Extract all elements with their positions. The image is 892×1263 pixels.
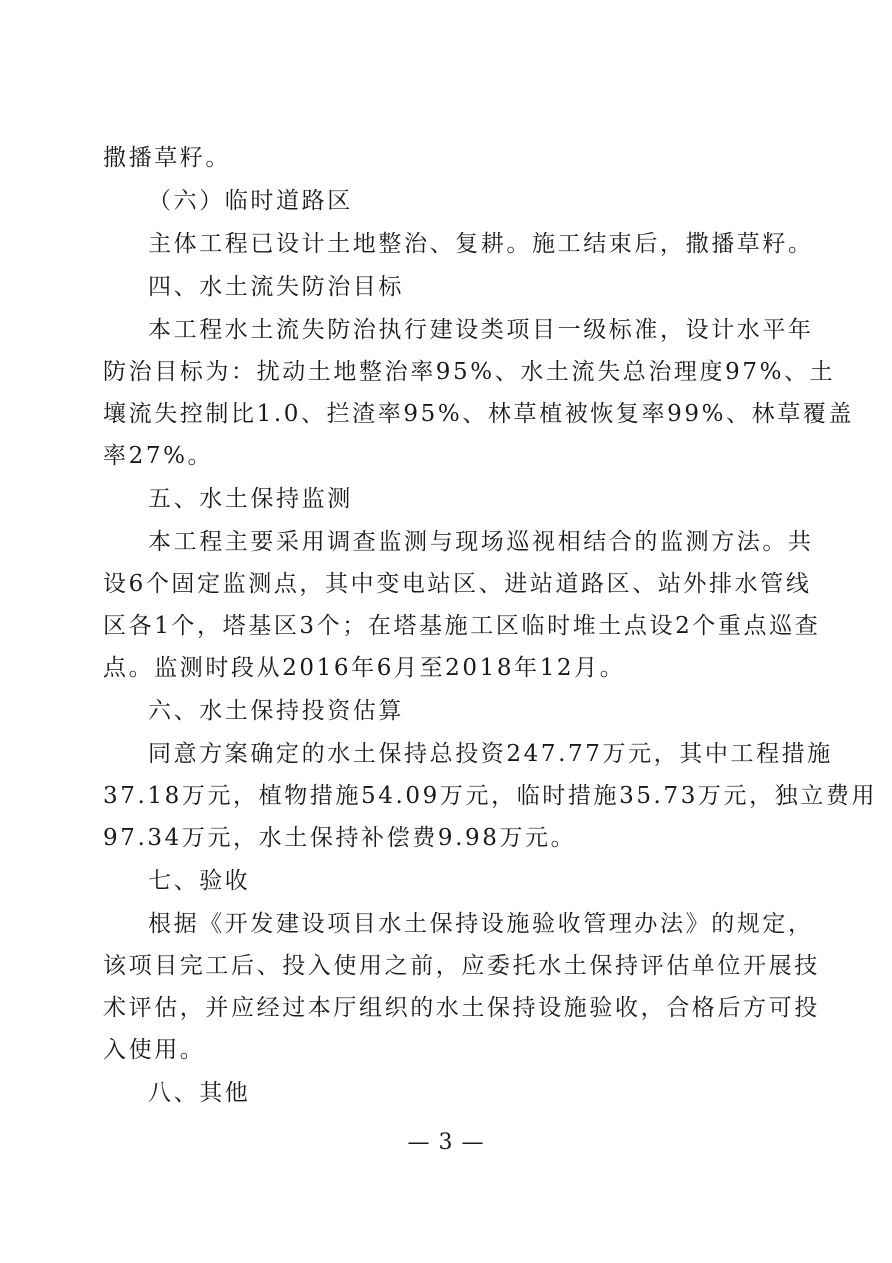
page-number: — 3 — [407, 1130, 485, 1155]
paragraph-line: 本工程主要采用调查监测与现场巡视相结合的监测方法。共 [148, 529, 814, 555]
paragraph-line: 撒播草籽。 [103, 145, 231, 171]
paragraph-line: 设6个固定监测点，其中变电站区、进站道路区、站外排水管线 [103, 571, 812, 597]
paragraph-line: 防治目标为：扰动土地整治率95%、水土流失总治理度97%、土 [103, 359, 836, 385]
paragraph-line: 主体工程已设计土地整治、复耕。施工结束后，撒播草籽。 [148, 231, 814, 257]
paragraph-line: 壤流失控制比1.0、拦渣率95%、林草植被恢复率99%、林草覆盖 [103, 401, 855, 427]
section-heading-acceptance: 七、验收 [148, 868, 251, 894]
paragraph-line: 率27%。 [103, 443, 214, 469]
paragraph-line: 37.18万元，植物措施54.09万元，临时措施35.73万元，独立费用 [103, 783, 878, 809]
paragraph-line: 本工程水土流失防治执行建设类项目一级标准，设计水平年 [148, 317, 814, 343]
paragraph-line: 术评估，并应经过本厅组织的水土保持设施验收，合格后方可投 [103, 995, 820, 1021]
paragraph-line: 区各1个，塔基区3个；在塔基施工区临时堆土点设2个重点巡查 [103, 613, 821, 639]
section-heading-monitoring: 五、水土保持监测 [148, 486, 353, 512]
paragraph-line: 97.34万元，水土保持补偿费9.98万元。 [103, 825, 577, 851]
section-heading-temporary-road-area: （六）临时道路区 [148, 188, 353, 214]
paragraph-line: 同意方案确定的水土保持总投资247.77万元，其中工程措施 [148, 741, 833, 767]
section-heading-prevention-targets: 四、水土流失防治目标 [148, 274, 404, 300]
paragraph-line: 该项目完工后、投入使用之前，应委托水土保持评估单位开展技 [103, 953, 820, 979]
paragraph-line: 根据《开发建设项目水土保持设施验收管理办法》的规定， [148, 911, 814, 937]
paragraph-line: 入使用。 [103, 1037, 206, 1063]
paragraph-line: 点。监测时段从2016年6月至2018年12月。 [103, 655, 626, 681]
section-heading-investment: 六、水土保持投资估算 [148, 698, 404, 724]
section-heading-other: 八、其他 [148, 1080, 251, 1106]
